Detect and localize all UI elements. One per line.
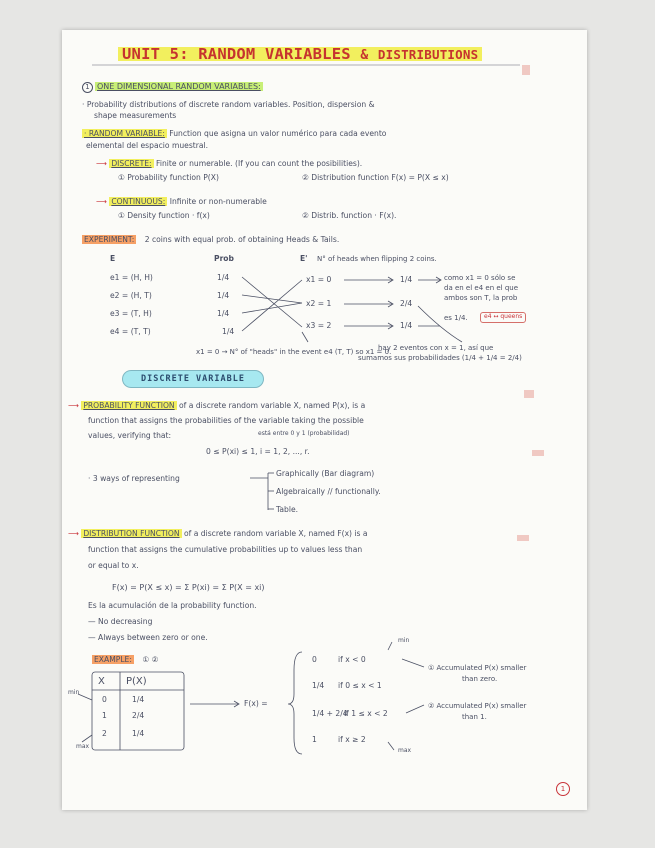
event-row: e1 = (H, H) — [110, 273, 153, 282]
distribution-function-line2: function that assigns the cumulative probabilities up to values less than — [88, 545, 363, 554]
discrete-variable-pill: DISCRETE VARIABLE — [122, 370, 264, 388]
bullet-probability-distributions: · Probability distributions of discrete random variables. Position, dispersion & — [82, 100, 375, 109]
section1-heading-text: ONE DIMENSIONAL RANDOM VARIABLES: — [97, 82, 261, 91]
probability-function-def: ⟶ PROBABILITY FUNCTION of a discrete random variable X, named P(x), is a — [68, 401, 366, 410]
table-cell-x: 1 — [102, 711, 107, 720]
probability-function-line1: of a discrete random variable X, named P(x), is a — [179, 401, 366, 410]
table-min-label: min — [68, 689, 80, 696]
x-value: x2 = 1 — [306, 299, 332, 308]
experiment-header-eprime: E' — [300, 254, 308, 263]
section-number: 1 — [82, 82, 93, 93]
note-box: e4 ↔ queens — [480, 312, 526, 323]
note-x0: ambos son T, la prob — [444, 294, 518, 302]
page-number: 1 — [556, 782, 570, 796]
note-accumulated-2: than 1. — [462, 713, 487, 721]
table-cell-x: 2 — [102, 729, 107, 738]
distribution-function-def: ⟶ DISTRIBUTION FUNCTION of a discrete random variable X, named F(x) is a — [68, 529, 368, 538]
corner-mark — [532, 450, 544, 456]
event-row: e4 = (T, T) — [110, 327, 151, 336]
corner-mark — [522, 65, 530, 75]
event-prob: 1/4 — [217, 273, 230, 282]
discrete-term: DISCRETE: — [111, 159, 152, 168]
discrete-def-text: Finite or numerable. (If you can count the posibilities). — [156, 159, 363, 168]
random-variable-def-line2: elemental del espacio muestral. — [86, 141, 209, 150]
note-x1-zero: x1 = 0 → N° of "heads" in the event e4 (T, T) so x1 = 0. — [196, 348, 392, 356]
bullet-probability-distributions-cont: shape measurements — [94, 111, 177, 120]
note-x1: hay 2 eventos con x = 1, así que — [378, 344, 494, 352]
probability-function-line3: values, verifying that: — [88, 431, 172, 440]
continuous-distribution-function: ② Distrib. function · F(x). — [302, 211, 397, 220]
note-x0: es 1/4. — [444, 314, 468, 322]
piece-condition: if x ≥ 2 — [338, 735, 366, 744]
table-cell-px: 2/4 — [132, 711, 145, 720]
random-variable-def-line1: Function que asigna un valor numérico para cada evento — [169, 129, 387, 138]
example-label: EXAMPLE: — [94, 655, 132, 664]
experiment-header-nheads: N° of heads when flipping 2 coins. — [317, 255, 437, 263]
table-cell-px: 1/4 — [132, 695, 145, 704]
note-accumulated-1: ① Accumulated P(x) smaller — [428, 664, 527, 672]
way-graphically: Graphically (Bar diagram) — [276, 469, 375, 478]
page-title — [118, 45, 482, 63]
event-row: e2 = (H, T) — [110, 291, 152, 300]
table-cell-px: 1/4 — [132, 729, 145, 738]
fx-label: F(x) = — [244, 699, 268, 708]
event-prob: 1/4 — [217, 291, 230, 300]
x-prob: 1/4 — [400, 275, 413, 284]
discrete-probability-function: ① Probability function P(X) — [118, 173, 219, 182]
x-value: x1 = 0 — [306, 275, 332, 284]
piece-condition: if 0 ≤ x < 1 — [338, 681, 382, 690]
example-circles: ① ② — [142, 655, 159, 664]
table-cell-x: 0 — [102, 695, 107, 704]
way-table: Table. — [276, 505, 299, 514]
property-no-decreasing: — No decreasing — [88, 617, 153, 626]
x-prob: 2/4 — [400, 299, 413, 308]
experiment-desc: 2 coins with equal prob. of obtaining Heads & Tails. — [144, 235, 340, 244]
distribution-function-formula: F(x) = P(X ≤ x) = Σ P(xi) = Σ P(X = xi) — [112, 583, 265, 592]
piece-value: 1/4 + 2/4 — [312, 709, 348, 718]
continuous-def-text: Infinite or non-numerable — [169, 197, 267, 206]
continuous-density-function: ① Density function · f(x) — [118, 211, 210, 220]
piece-condition: if 1 ≤ x < 2 — [344, 709, 388, 718]
experiment-label: EXPERIMENT: — [84, 235, 135, 244]
distribution-function-line1: of a discrete random variable X, named F(x) is a — [183, 529, 368, 538]
example-label-line — [92, 656, 158, 665]
random-variable-term: · RANDOM VARIABLE: — [84, 129, 165, 138]
discrete-distribution-function: ② Distribution function F(x) = P(X ≤ x) — [302, 173, 449, 182]
distribution-function-line3: or equal to x. — [88, 561, 139, 570]
probability-function-term: PROBABILITY FUNCTION — [83, 401, 175, 410]
title-main: UNIT 5: RANDOM VARIABLES — [122, 45, 351, 63]
discrete-def: ⟶ DISCRETE: Finite or numerable. (If you can count the posibilities). — [96, 159, 363, 168]
piece-condition: if x < 0 — [338, 655, 366, 664]
probability-function-formula: 0 ≤ P(xi) ≤ 1, i = 1, 2, ..., r. — [206, 447, 310, 456]
probability-function-line2: function that assigns the probabilities of the variable taking the possible — [88, 416, 364, 425]
piece-value: 0 — [312, 655, 317, 664]
table-header-px: P(X) — [126, 676, 147, 687]
way-algebraically: Algebraically // functionally. — [276, 487, 381, 496]
min-annotation: min — [398, 637, 410, 644]
note-x1: sumamos sus probabilidades (1/4 + 1/4 = 2/4) — [358, 354, 522, 362]
max-annotation: max — [398, 747, 412, 754]
probability-function-note: está entre 0 y 1 (probabilidad) — [258, 430, 350, 437]
notebook-page — [62, 30, 587, 810]
experiment-header-prob: Prob — [214, 254, 234, 263]
distribution-es-la: Es la acumulación de la probability function. — [88, 601, 257, 610]
x-prob: 1/4 — [400, 321, 413, 330]
corner-mark — [524, 390, 534, 398]
continuous-term: CONTINUOUS: — [111, 197, 166, 206]
event-row: e3 = (T, H) — [110, 309, 152, 318]
title-sub: DISTRIBUTIONS — [377, 47, 479, 62]
ways-of-representing: · 3 ways of representing — [88, 474, 180, 483]
experiment-header-e: E — [110, 254, 116, 263]
note-x0: da en el e4 en el que — [444, 284, 519, 292]
event-prob: 1/4 — [222, 327, 235, 336]
table-max-label: max — [76, 743, 90, 750]
piece-value: 1 — [312, 735, 317, 744]
experiment-line — [82, 236, 339, 245]
title-amp: & — [360, 48, 369, 63]
section1-heading — [82, 82, 263, 93]
random-variable-def — [82, 130, 386, 139]
note-accumulated-2: ② Accumulated P(x) smaller — [428, 702, 527, 710]
distribution-function-term: DISTRIBUTION FUNCTION — [83, 529, 180, 538]
event-prob: 1/4 — [217, 309, 230, 318]
note-x0: como x1 = 0 sólo se — [444, 274, 516, 282]
x-value: x3 = 2 — [306, 321, 332, 330]
piece-value: 1/4 — [312, 681, 325, 690]
corner-mark — [517, 535, 529, 541]
table-header-x: X — [98, 676, 105, 687]
continuous-def: ⟶ CONTINUOUS: Infinite or non-numerable — [96, 197, 267, 206]
note-accumulated-1: than zero. — [462, 675, 498, 683]
property-between-zero-one: — Always between zero or one. — [88, 633, 208, 642]
